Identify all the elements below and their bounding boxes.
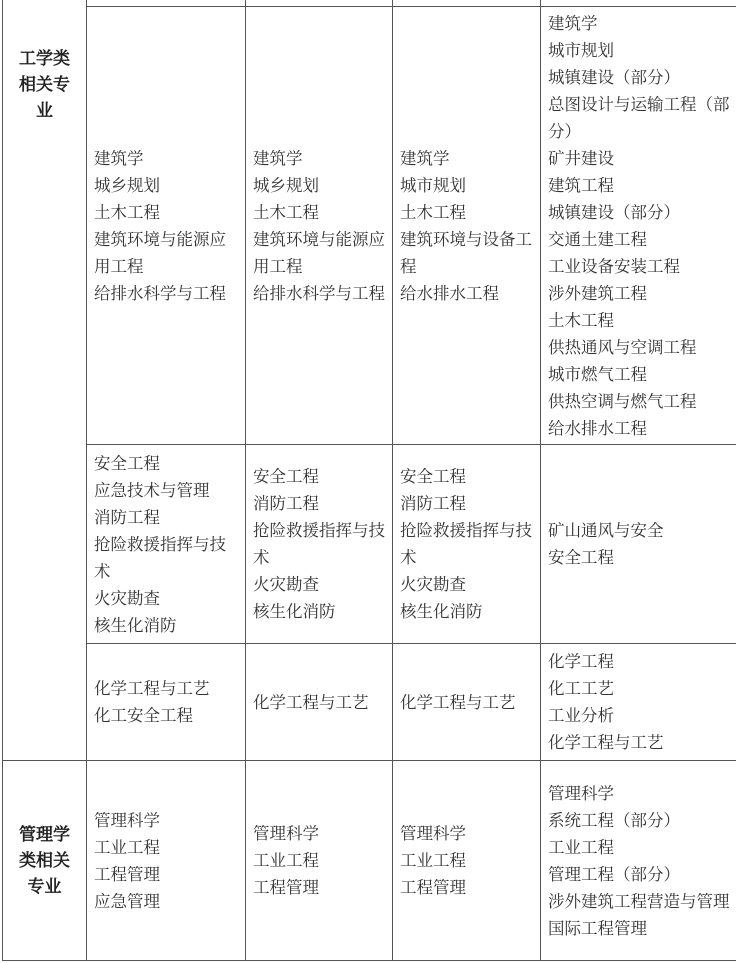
major-item: 供热空调与燃气工程 — [548, 391, 697, 411]
major-item: 核生化消防 — [253, 602, 336, 621]
major-item: 国际工程管理 — [548, 918, 647, 938]
major-item: 安全工程 — [94, 453, 160, 473]
category-management: 管理学类相关专业 — [19, 824, 70, 897]
major-item: 火灾勘查 — [94, 588, 160, 608]
major-item: 化学工程与工艺 — [253, 692, 369, 712]
major-cell — [246, 445, 393, 644]
major-cell — [393, 644, 541, 761]
major-item: 化工工艺 — [548, 679, 614, 698]
major-cell — [87, 761, 246, 961]
major-item: 建筑学 — [253, 148, 303, 168]
major-item: 建筑学 — [400, 148, 450, 168]
major-cell — [541, 7, 736, 445]
major-item: 火灾勘查 — [400, 575, 466, 594]
major-item: 城市规划 — [548, 40, 614, 60]
major-item: 建筑工程 — [548, 175, 614, 195]
major-cell — [393, 7, 541, 445]
major-item: 化学工程与工艺 — [400, 692, 516, 712]
major-cell — [87, 445, 246, 644]
major-item: 核生化消防 — [94, 615, 177, 635]
major-item: 消防工程 — [253, 494, 319, 513]
major-item: 给水排水工程 — [548, 418, 647, 438]
major-item: 消防工程 — [400, 494, 466, 513]
major-cell — [246, 7, 393, 445]
major-item: 工程管理 — [253, 878, 319, 897]
major-item: 安全工程 — [253, 467, 319, 486]
major-item: 应急技术与管理 — [94, 480, 210, 500]
major-item: 安全工程 — [400, 467, 466, 486]
major-item: 矿山通风与安全 — [548, 521, 664, 540]
major-cell — [541, 761, 736, 961]
major-item: 涉外建筑工程 — [548, 283, 647, 303]
table-row-chemical — [3, 644, 736, 761]
table-row-architecture — [3, 7, 736, 445]
major-item: 消防工程 — [94, 507, 160, 527]
major-item: 土木工程 — [94, 202, 160, 222]
major-item: 管理科学 — [253, 824, 319, 843]
major-item: 抢险救援指挥与技术 — [400, 521, 532, 567]
major-item: 工程管理 — [94, 864, 160, 884]
major-item: 化学工程 — [548, 652, 614, 671]
major-item: 化学工程与工艺 — [94, 679, 210, 698]
major-item: 总图设计与运输工程（部分） — [548, 94, 730, 141]
major-item: 城镇建设（部分） — [548, 67, 680, 87]
major-item: 涉外建筑工程营造与管理 — [548, 891, 730, 911]
major-item: 安全工程 — [548, 548, 614, 567]
category-cell — [3, 761, 87, 961]
major-item: 工业工程 — [548, 837, 614, 857]
major-cell — [393, 445, 541, 644]
major-item: 管理科学 — [94, 810, 160, 830]
major-item: 建筑环境与设备工程 — [400, 229, 532, 276]
major-cell — [246, 644, 393, 761]
major-item: 化工安全工程 — [94, 706, 193, 725]
major-item: 土木工程 — [253, 202, 319, 222]
major-item: 火灾勘查 — [253, 575, 319, 594]
major-cell — [246, 761, 393, 961]
major-item: 供热通风与空调工程 — [548, 337, 697, 357]
major-cell — [393, 761, 541, 961]
major-cell — [541, 644, 736, 761]
major-item: 管理科学 — [400, 824, 466, 843]
major-cell — [87, 644, 246, 761]
major-item: 工业分析 — [548, 706, 614, 725]
table-row-safety — [3, 445, 736, 644]
table-row-management — [3, 761, 736, 961]
major-item: 系统工程（部分） — [548, 810, 680, 830]
major-item: 城市燃气工程 — [548, 364, 647, 384]
major-item: 工业设备安装工程 — [548, 256, 680, 276]
major-item: 应急管理 — [94, 891, 160, 911]
major-item: 抢险救援指挥与技术 — [94, 534, 226, 581]
category-engineering: 工学类相关专业 — [19, 48, 70, 121]
major-item: 城乡规划 — [253, 175, 319, 195]
major-item: 矿井建设 — [548, 148, 614, 168]
major-item: 给排水科学与工程 — [94, 283, 226, 303]
major-item: 城市规划 — [400, 175, 466, 195]
major-item: 核生化消防 — [400, 602, 483, 621]
major-item: 管理科学 — [548, 783, 614, 803]
major-item: 城乡规划 — [94, 175, 160, 195]
major-cell — [87, 7, 246, 445]
major-item: 土木工程 — [548, 310, 614, 330]
major-item: 建筑学 — [548, 13, 598, 33]
major-item: 建筑环境与能源应用工程 — [253, 229, 385, 276]
major-item: 建筑学 — [94, 148, 144, 168]
major-item: 工业工程 — [94, 837, 160, 857]
major-item: 建筑环境与能源应用工程 — [94, 229, 226, 276]
major-item: 城镇建设（部分） — [548, 202, 680, 222]
major-item: 工业工程 — [400, 851, 466, 870]
major-item: 交通土建工程 — [548, 229, 647, 249]
major-item: 给水排水工程 — [400, 283, 499, 303]
major-item: 土木工程 — [400, 202, 466, 222]
major-item: 工业工程 — [253, 851, 319, 870]
major-item: 抢险救援指挥与技术 — [253, 521, 385, 567]
major-item: 给排水科学与工程 — [253, 283, 385, 303]
major-cell — [541, 445, 736, 644]
major-item: 化学工程与工艺 — [548, 733, 664, 752]
majors-table — [2, 0, 736, 961]
major-item: 管理工程（部分） — [548, 864, 680, 884]
category-cell — [3, 0, 87, 761]
major-item: 工程管理 — [400, 878, 466, 897]
